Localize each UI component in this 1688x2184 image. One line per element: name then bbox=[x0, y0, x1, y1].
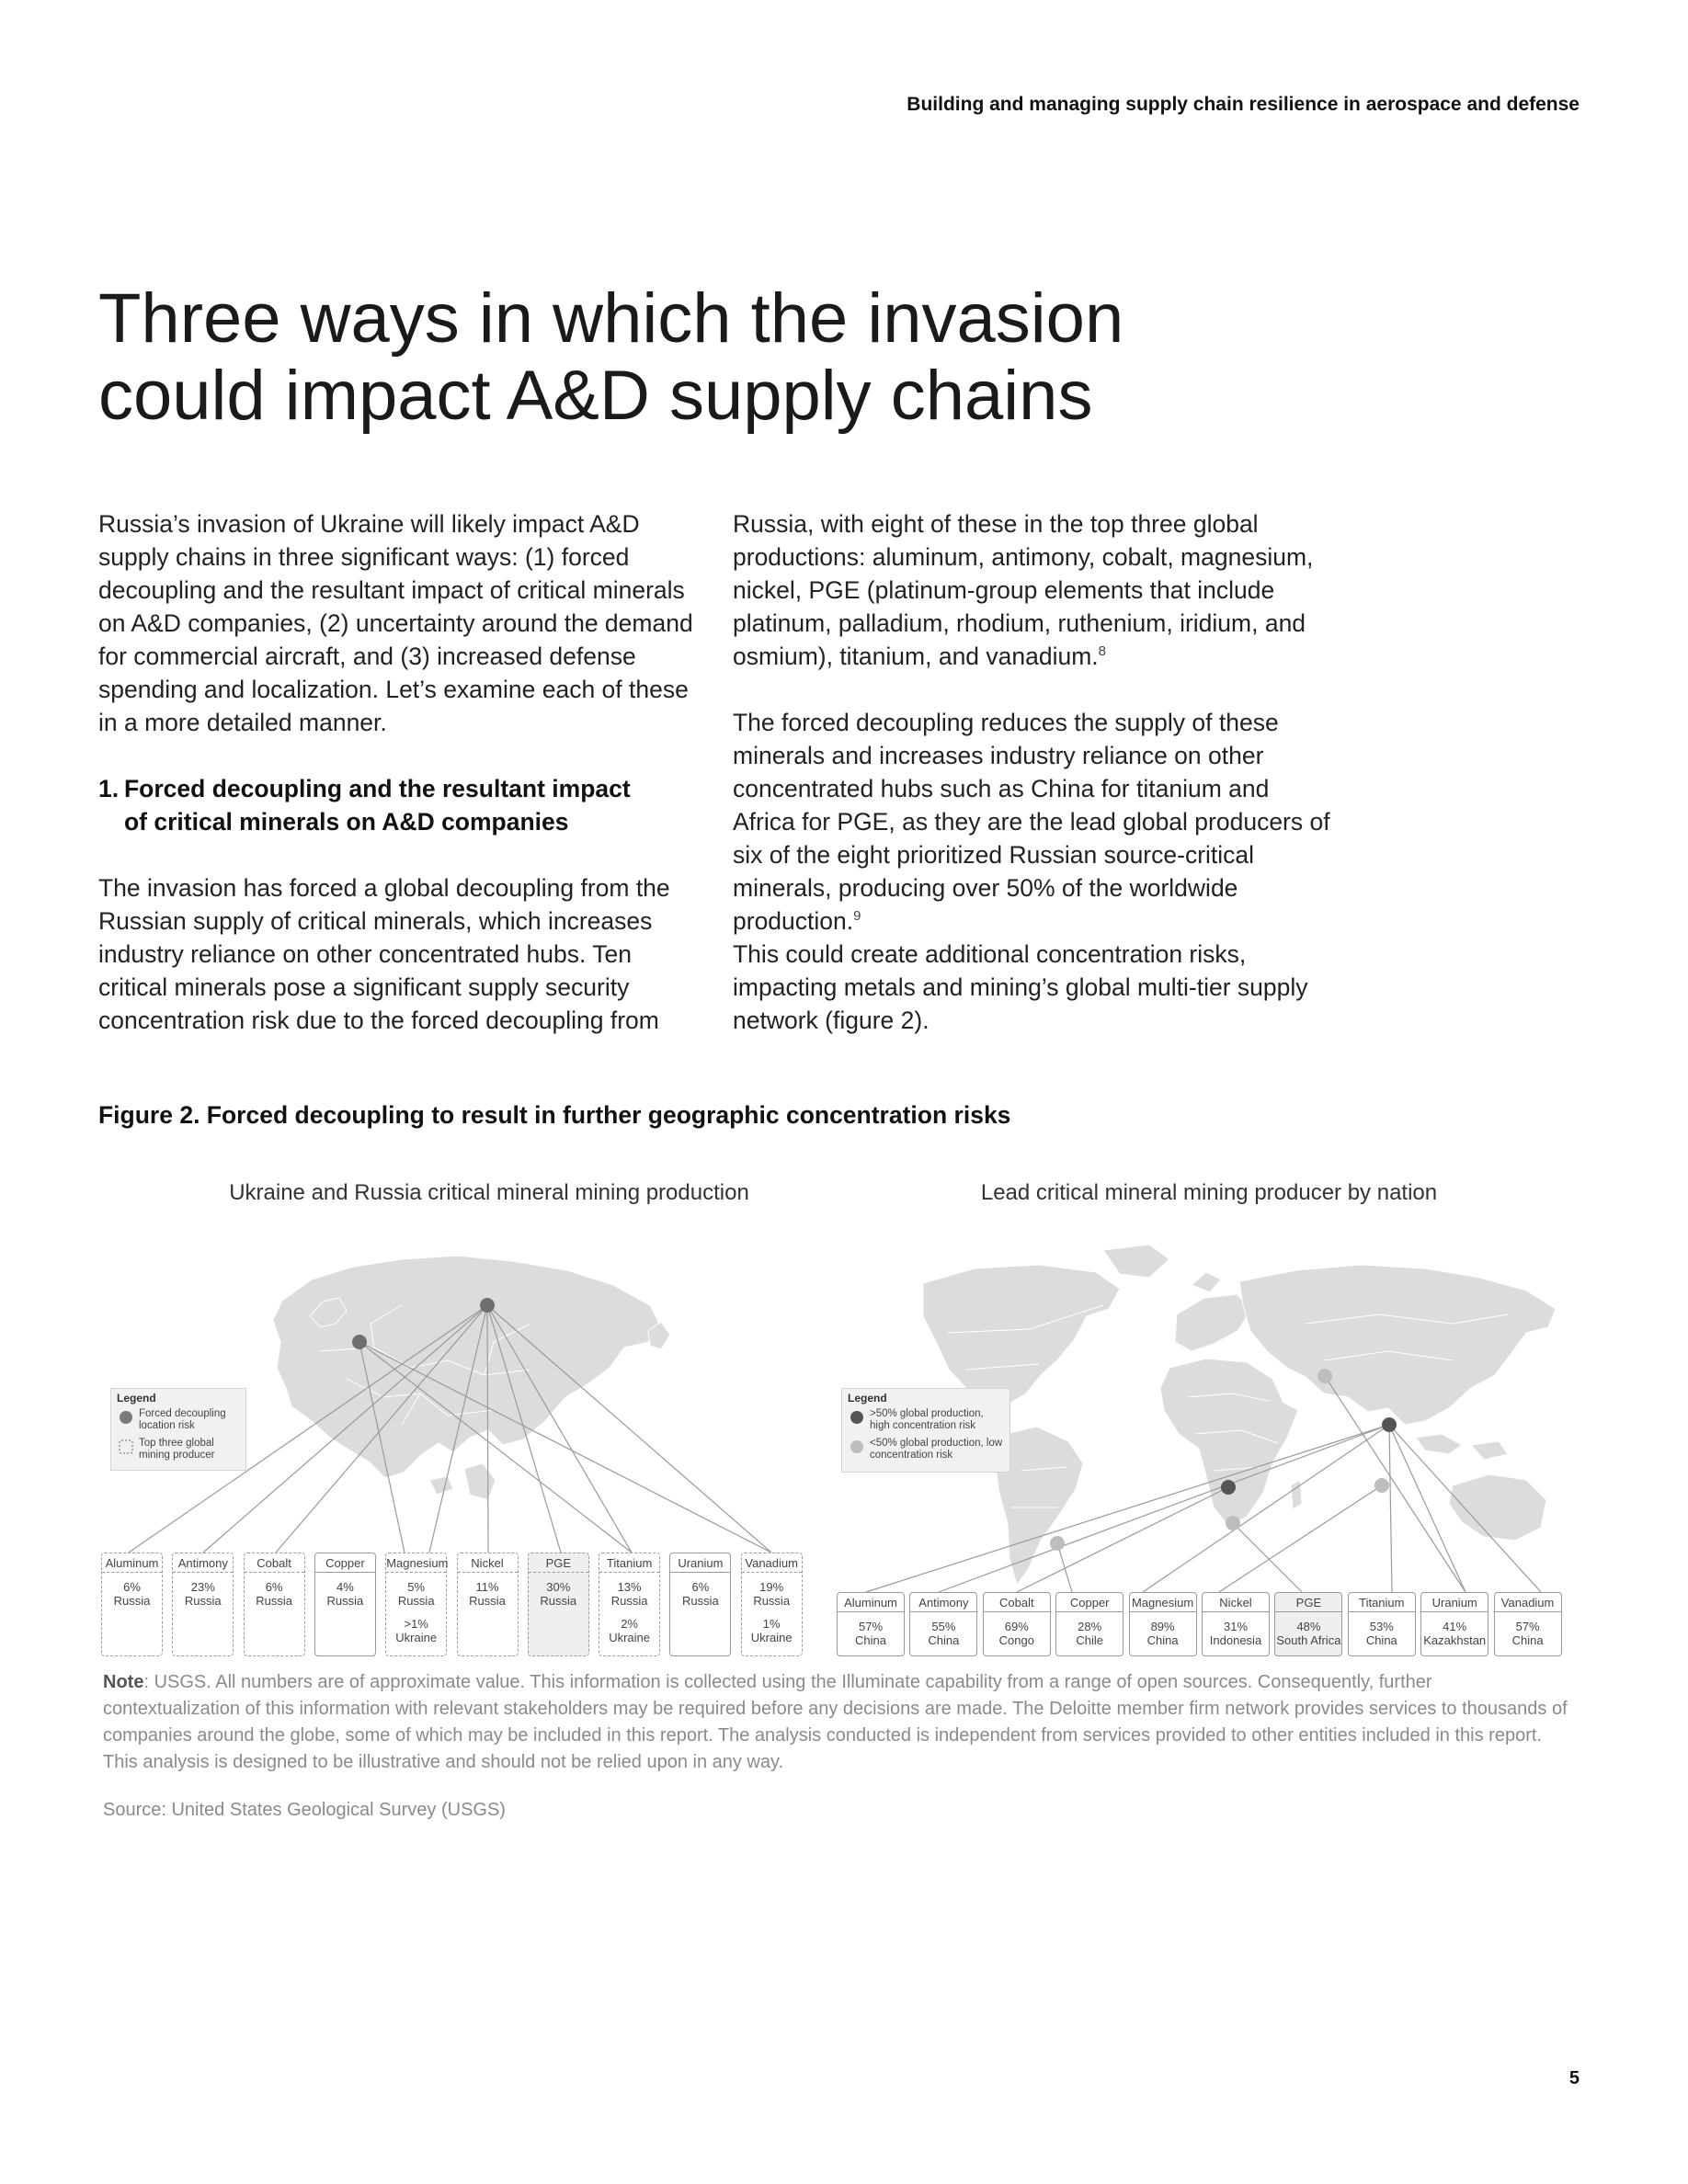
mineral-box-magnesium bbox=[385, 1553, 447, 1656]
left-legend-item1-label: Forced decoupling location risk bbox=[139, 1408, 226, 1431]
note-label: Note bbox=[103, 1672, 144, 1692]
right-map-subtitle: Lead critical mineral mining producer by nation bbox=[980, 1180, 1438, 1205]
title-line-1: Three ways in which the invasion bbox=[98, 279, 1124, 358]
russia-marker bbox=[480, 1298, 495, 1313]
production-share: 53% bbox=[1369, 1620, 1394, 1633]
mineral-box-aluminum bbox=[101, 1553, 163, 1656]
producer-country: China bbox=[855, 1633, 886, 1647]
mineral-box-pge bbox=[1274, 1592, 1342, 1656]
producer-country: Congo bbox=[998, 1633, 1034, 1647]
production-value bbox=[529, 1580, 588, 1608]
mineral-box-nickel bbox=[457, 1553, 519, 1656]
production-share: 4% bbox=[336, 1580, 354, 1594]
mineral-name: Aluminum bbox=[838, 1593, 904, 1612]
producer-country: South Africa bbox=[1276, 1633, 1341, 1647]
mineral-box-antimony bbox=[909, 1592, 977, 1656]
mineral-box-nickel bbox=[1202, 1592, 1270, 1656]
mineral-name: Nickel bbox=[1203, 1593, 1269, 1612]
production-value bbox=[599, 1580, 659, 1608]
mineral-name: Magnesium bbox=[1130, 1593, 1196, 1612]
mineral-name: Aluminum bbox=[102, 1553, 162, 1573]
producer-country: Russia bbox=[326, 1594, 364, 1608]
china-marker bbox=[1382, 1417, 1397, 1432]
secondary-producer-country: Ukraine bbox=[750, 1631, 793, 1644]
production-value bbox=[984, 1620, 1050, 1647]
mineral-name: Uranium bbox=[1421, 1593, 1488, 1612]
note-text: : USGS. All numbers are of approximate value. This information is collected using the Illuminate capability from a range of open sources. Consequently, further contextualization of this information with relevant stakeholders may be required before any decisions are made. The Deloitte member firm network provides services to thousands of companies around the globe, some of which may be included in this report. The analysis conducted is independent from services provided to other entities included in this report. This analysis is designed to be illustrative and should not be relied upon in any way. bbox=[103, 1672, 1568, 1772]
secondary-production-value bbox=[599, 1617, 659, 1644]
secondary-production-value bbox=[386, 1617, 446, 1644]
producer-country: Russia bbox=[469, 1594, 506, 1608]
decoupling-paragraph-text: The forced decoupling reduces the supply of these minerals and increases industry reliance on other concentrated hubs such as China for titanium and Africa for PGE, as they are the lead global producers of six of the eight prioritized Russian source-critical minerals, producing over 50% of the worldwide production. bbox=[733, 709, 1330, 935]
production-value bbox=[1275, 1620, 1341, 1647]
ukraine-marker bbox=[352, 1335, 367, 1349]
secondary-production-share: 2% bbox=[621, 1617, 638, 1631]
production-value bbox=[102, 1580, 162, 1608]
mineral-box-copper bbox=[314, 1553, 376, 1656]
mineral-name: Antimony bbox=[910, 1593, 976, 1612]
mineral-box-cobalt bbox=[244, 1553, 305, 1656]
world-landmasses bbox=[923, 1245, 1556, 1585]
mineral-name: Copper bbox=[315, 1553, 375, 1573]
producer-country: Russia bbox=[113, 1594, 151, 1608]
light-circle-icon bbox=[850, 1439, 864, 1454]
body-column-left bbox=[98, 507, 696, 1070]
section-paragraph: The invasion has forced a global decoupling from the Russian supply of critical minerals, which increases industry reliance on other concentrated hubs. Ten critical minerals pose a significant supply security concentration risk due to the forced decoupling from bbox=[98, 874, 670, 1034]
body-column-right bbox=[733, 507, 1330, 1037]
right-legend-item2-label: <50% global production, low concentration risk bbox=[870, 1438, 1003, 1461]
mineral-box-vanadium bbox=[1494, 1592, 1562, 1656]
mineral-name: Nickel bbox=[458, 1553, 518, 1573]
mineral-name: Titanium bbox=[1349, 1593, 1415, 1612]
producer-country: Russia bbox=[682, 1594, 719, 1608]
secondary-production-value bbox=[742, 1617, 802, 1644]
section-heading-line-1: Forced decoupling and the resultant impact bbox=[124, 775, 631, 802]
production-share: 31% bbox=[1223, 1620, 1249, 1633]
production-value bbox=[1203, 1620, 1269, 1647]
production-value bbox=[386, 1580, 446, 1608]
mineral-name: Cobalt bbox=[984, 1593, 1050, 1612]
producer-country: Kazakhstan bbox=[1423, 1633, 1487, 1647]
production-share: 23% bbox=[190, 1580, 215, 1594]
mineral-box-aluminum bbox=[837, 1592, 905, 1656]
producer-country: China bbox=[1146, 1633, 1179, 1647]
production-share: 41% bbox=[1443, 1620, 1467, 1633]
kazakhstan-marker bbox=[1317, 1369, 1332, 1383]
left-legend-item2-label: Top three global mining producer bbox=[139, 1438, 215, 1461]
dark-circle-icon bbox=[850, 1410, 864, 1425]
production-share: 30% bbox=[546, 1580, 571, 1594]
producer-country: Indonesia bbox=[1209, 1633, 1262, 1647]
left-map-subtitle: Ukraine and Russia critical mineral mining production bbox=[229, 1180, 749, 1205]
production-share: 57% bbox=[858, 1620, 884, 1633]
production-share: 5% bbox=[407, 1580, 426, 1594]
dashed-box-icon bbox=[119, 1439, 133, 1454]
right-legend-item-high bbox=[848, 1408, 1004, 1432]
production-value bbox=[315, 1580, 375, 1608]
footnote-ref-9[interactable]: 9 bbox=[853, 908, 861, 925]
mineral-name: Cobalt bbox=[245, 1553, 304, 1573]
production-value bbox=[742, 1580, 802, 1608]
secondary-production-share: >1% bbox=[404, 1617, 428, 1631]
production-share: 6% bbox=[691, 1580, 710, 1594]
production-value bbox=[1130, 1620, 1196, 1647]
intro-paragraph: Russia’s invasion of Ukraine will likely impact A&D supply chains in three significant ways: (1) forced decoupling and the resultant impact of critical minerals on A&D companies, (2) uncertainty around the demand for commercial aircraft, and (3) increased defense spending and localization. Let’s examine each of these in a more detailed manner. bbox=[98, 510, 693, 736]
production-share: 11% bbox=[475, 1580, 499, 1594]
mineral-name: Copper bbox=[1056, 1593, 1123, 1612]
mineral-box-titanium bbox=[599, 1553, 660, 1656]
production-value bbox=[458, 1580, 518, 1608]
production-share: 28% bbox=[1078, 1620, 1102, 1633]
production-share: 48% bbox=[1296, 1620, 1321, 1633]
right-legend-item1-label: >50% global production, high concentration risk bbox=[870, 1408, 984, 1431]
mineral-box-pge bbox=[528, 1553, 589, 1656]
south-africa-marker bbox=[1226, 1516, 1240, 1530]
producer-country: Russia bbox=[753, 1594, 791, 1608]
mineral-box-titanium bbox=[1348, 1592, 1416, 1656]
mineral-box-cobalt bbox=[983, 1592, 1051, 1656]
producer-country: China bbox=[1511, 1633, 1544, 1647]
concentration-paragraph-text: This could create additional concentration risks, impacting metals and mining’s global multi-tier supply network (figure 2). bbox=[733, 940, 1308, 1034]
mineral-box-vanadium bbox=[741, 1553, 803, 1656]
secondary-producer-country: Ukraine bbox=[609, 1631, 650, 1644]
continued-paragraph bbox=[733, 507, 1330, 673]
right-legend-title: Legend bbox=[848, 1392, 887, 1405]
mineral-name: Antimony bbox=[173, 1553, 233, 1573]
production-value bbox=[670, 1580, 730, 1608]
producer-country: Russia bbox=[540, 1594, 577, 1608]
producer-country: Russia bbox=[184, 1594, 222, 1608]
mineral-name: Vanadium bbox=[1495, 1593, 1561, 1612]
left-legend bbox=[110, 1388, 246, 1471]
page-number: 5 bbox=[1568, 2068, 1580, 2088]
mineral-name: Titanium bbox=[599, 1553, 659, 1573]
chile-marker bbox=[1050, 1536, 1065, 1551]
mineral-box-antimony bbox=[172, 1553, 234, 1656]
left-legend-item-risk bbox=[117, 1408, 240, 1432]
section-heading-line-2: of critical minerals on A&D companies bbox=[124, 808, 569, 836]
secondary-production-share: 1% bbox=[762, 1617, 781, 1631]
producer-country: Chile bbox=[1076, 1633, 1103, 1647]
production-share: 19% bbox=[759, 1580, 784, 1594]
congo-marker bbox=[1221, 1480, 1236, 1495]
production-share: 55% bbox=[931, 1620, 956, 1633]
right-legend bbox=[841, 1388, 1010, 1473]
production-share: 6% bbox=[123, 1580, 141, 1594]
producer-country: China bbox=[1365, 1633, 1397, 1647]
running-header: Building and managing supply chain resilience in aerospace and defense bbox=[907, 94, 1580, 115]
mineral-name: Vanadium bbox=[742, 1553, 802, 1573]
producer-country: China bbox=[928, 1633, 960, 1647]
figure-source: Source: United States Geological Survey (USGS) bbox=[103, 1800, 506, 1820]
eurasia-landmass bbox=[273, 1256, 670, 1500]
producer-country: Russia bbox=[397, 1594, 435, 1608]
continued-paragraph-text: Russia, with eight of these in the top three global productions: aluminum, antimony, cobalt, magnesium, nickel, PGE (platinum-group elements that include platinum, palladium, rhodium, ruthenium, iridium, and osmium), titanium, and vanadium. bbox=[733, 510, 1314, 670]
mineral-box-uranium bbox=[669, 1553, 731, 1656]
producer-country: Russia bbox=[610, 1594, 648, 1608]
secondary-producer-country: Ukraine bbox=[395, 1631, 438, 1644]
indonesia-marker bbox=[1374, 1478, 1389, 1493]
production-share: 89% bbox=[1150, 1620, 1175, 1633]
mineral-box-uranium bbox=[1420, 1592, 1488, 1656]
mineral-box-copper bbox=[1055, 1592, 1123, 1656]
dark-circle-icon bbox=[119, 1410, 133, 1425]
left-legend-item-producer bbox=[117, 1438, 240, 1462]
mineral-name: Magnesium bbox=[386, 1553, 446, 1573]
production-value bbox=[910, 1620, 976, 1647]
page-title bbox=[98, 280, 1294, 435]
figure-title: Figure 2. Forced decoupling to result in further geographic concentration risks bbox=[98, 1101, 1011, 1129]
production-share: 6% bbox=[265, 1580, 283, 1594]
mineral-box-magnesium bbox=[1129, 1592, 1197, 1656]
production-value bbox=[245, 1580, 304, 1608]
mineral-name: PGE bbox=[1275, 1593, 1341, 1612]
production-share: 13% bbox=[617, 1580, 642, 1594]
section-heading bbox=[98, 772, 696, 838]
production-value bbox=[1421, 1620, 1488, 1647]
mineral-name: Uranium bbox=[670, 1553, 730, 1573]
footnote-ref-8[interactable]: 8 bbox=[1098, 643, 1107, 660]
production-value bbox=[1495, 1620, 1561, 1647]
decoupling-paragraph bbox=[733, 706, 1330, 1037]
mineral-name: PGE bbox=[529, 1553, 588, 1573]
production-value bbox=[1349, 1620, 1415, 1647]
production-share: 69% bbox=[1004, 1620, 1029, 1633]
right-legend-item-low bbox=[848, 1438, 1004, 1462]
production-value bbox=[1056, 1620, 1123, 1647]
section-number: 1. bbox=[98, 775, 120, 802]
left-legend-title: Legend bbox=[117, 1392, 156, 1405]
production-value bbox=[838, 1620, 904, 1647]
production-value bbox=[173, 1580, 233, 1608]
title-line-2: could impact A&D supply chains bbox=[98, 357, 1093, 435]
producer-country: Russia bbox=[256, 1594, 292, 1608]
production-share: 57% bbox=[1515, 1620, 1540, 1633]
figure-note bbox=[103, 1669, 1574, 1776]
